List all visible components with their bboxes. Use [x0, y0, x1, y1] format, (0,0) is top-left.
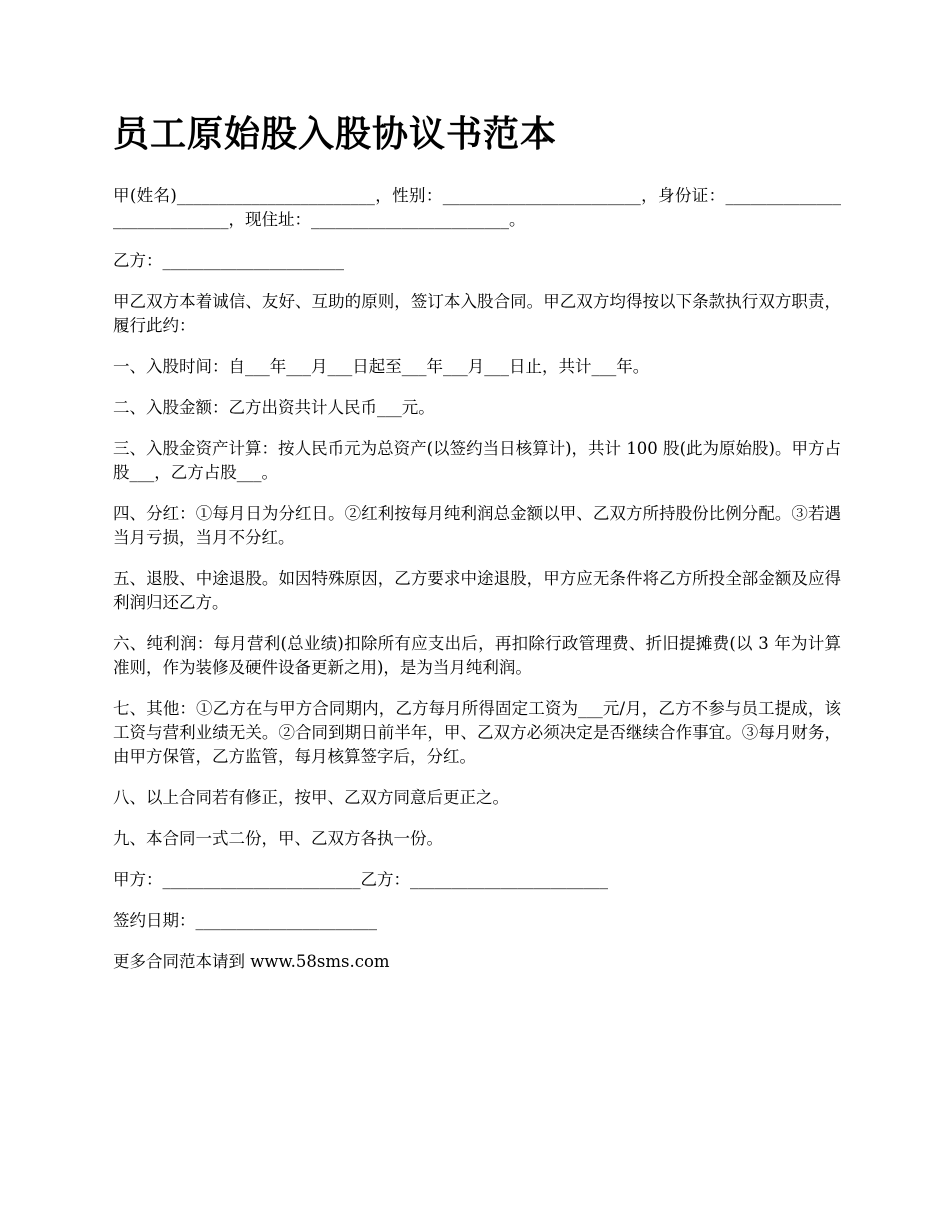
sign-date-line: 签约日期：______________________ [113, 911, 377, 930]
contract-document [113, 110, 841, 991]
intro-paragraph: 甲乙双方本着诚信、友好、互助的原则，签订本入股合同。甲乙双方均得按以下条款执行双方职责，履行此约： [113, 292, 841, 335]
party-a-info: 甲(姓名)________________________，性别：________________________，身份证：____________________________，现住址：________________________。 [113, 186, 841, 229]
clause-7: 七、其他：①乙方在与甲方合同期内，乙方每月所得固定工资为___元/月，乙方不参与员工提成，该工资与营利业绩无关。②合同到期日前半年，甲、乙双方必须决定是否继续合作事宜。③每月财务，由甲方保管，乙方监管，每月核算签字后，分红。 [113, 699, 841, 766]
clause-9: 九、本合同一式二份，甲、乙双方各执一份。 [113, 829, 443, 848]
clause-4: 四、分红：①每月日为分红日。②红利按每月纯利润总金额以甲、乙双方所持股份比例分配。③若遇当月亏损，当月不分红。 [113, 504, 841, 547]
signature-line: 甲方：________________________乙方：________________________ [113, 870, 608, 889]
footer-link-text: 更多合同范本请到 www.58sms.com [113, 952, 390, 971]
clause-2: 二、入股金额：乙方出资共计人民币___元。 [113, 398, 435, 417]
document-title: 员工原始股入股协议书范本 [113, 114, 558, 155]
clause-5: 五、退股、中途退股。如因特殊原因，乙方要求中途退股，甲方应无条件将乙方所投全部金额及应得利润归还乙方。 [113, 569, 841, 612]
clause-3: 三、入股金资产计算：按人民币元为总资产(以签约当日核算计)，共计 100 股(此为原始股)。甲方占股___，乙方占股___。 [113, 439, 841, 482]
clause-6: 六、纯利润：每月营利(总业绩)扣除所有应支出后，再扣除行政管理费、折旧提摊费(以 3 年为计算准则，作为装修及硬件设备更新之用)，是为当月纯利润。 [113, 634, 841, 677]
party-b-line: 乙方：______________________ [113, 251, 344, 270]
clause-8: 八、以上合同若有修正，按甲、乙双方同意后更正之。 [113, 788, 509, 807]
clause-1: 一、入股时间：自___年___月___日起至___年___月___日止，共计___年。 [113, 357, 650, 376]
